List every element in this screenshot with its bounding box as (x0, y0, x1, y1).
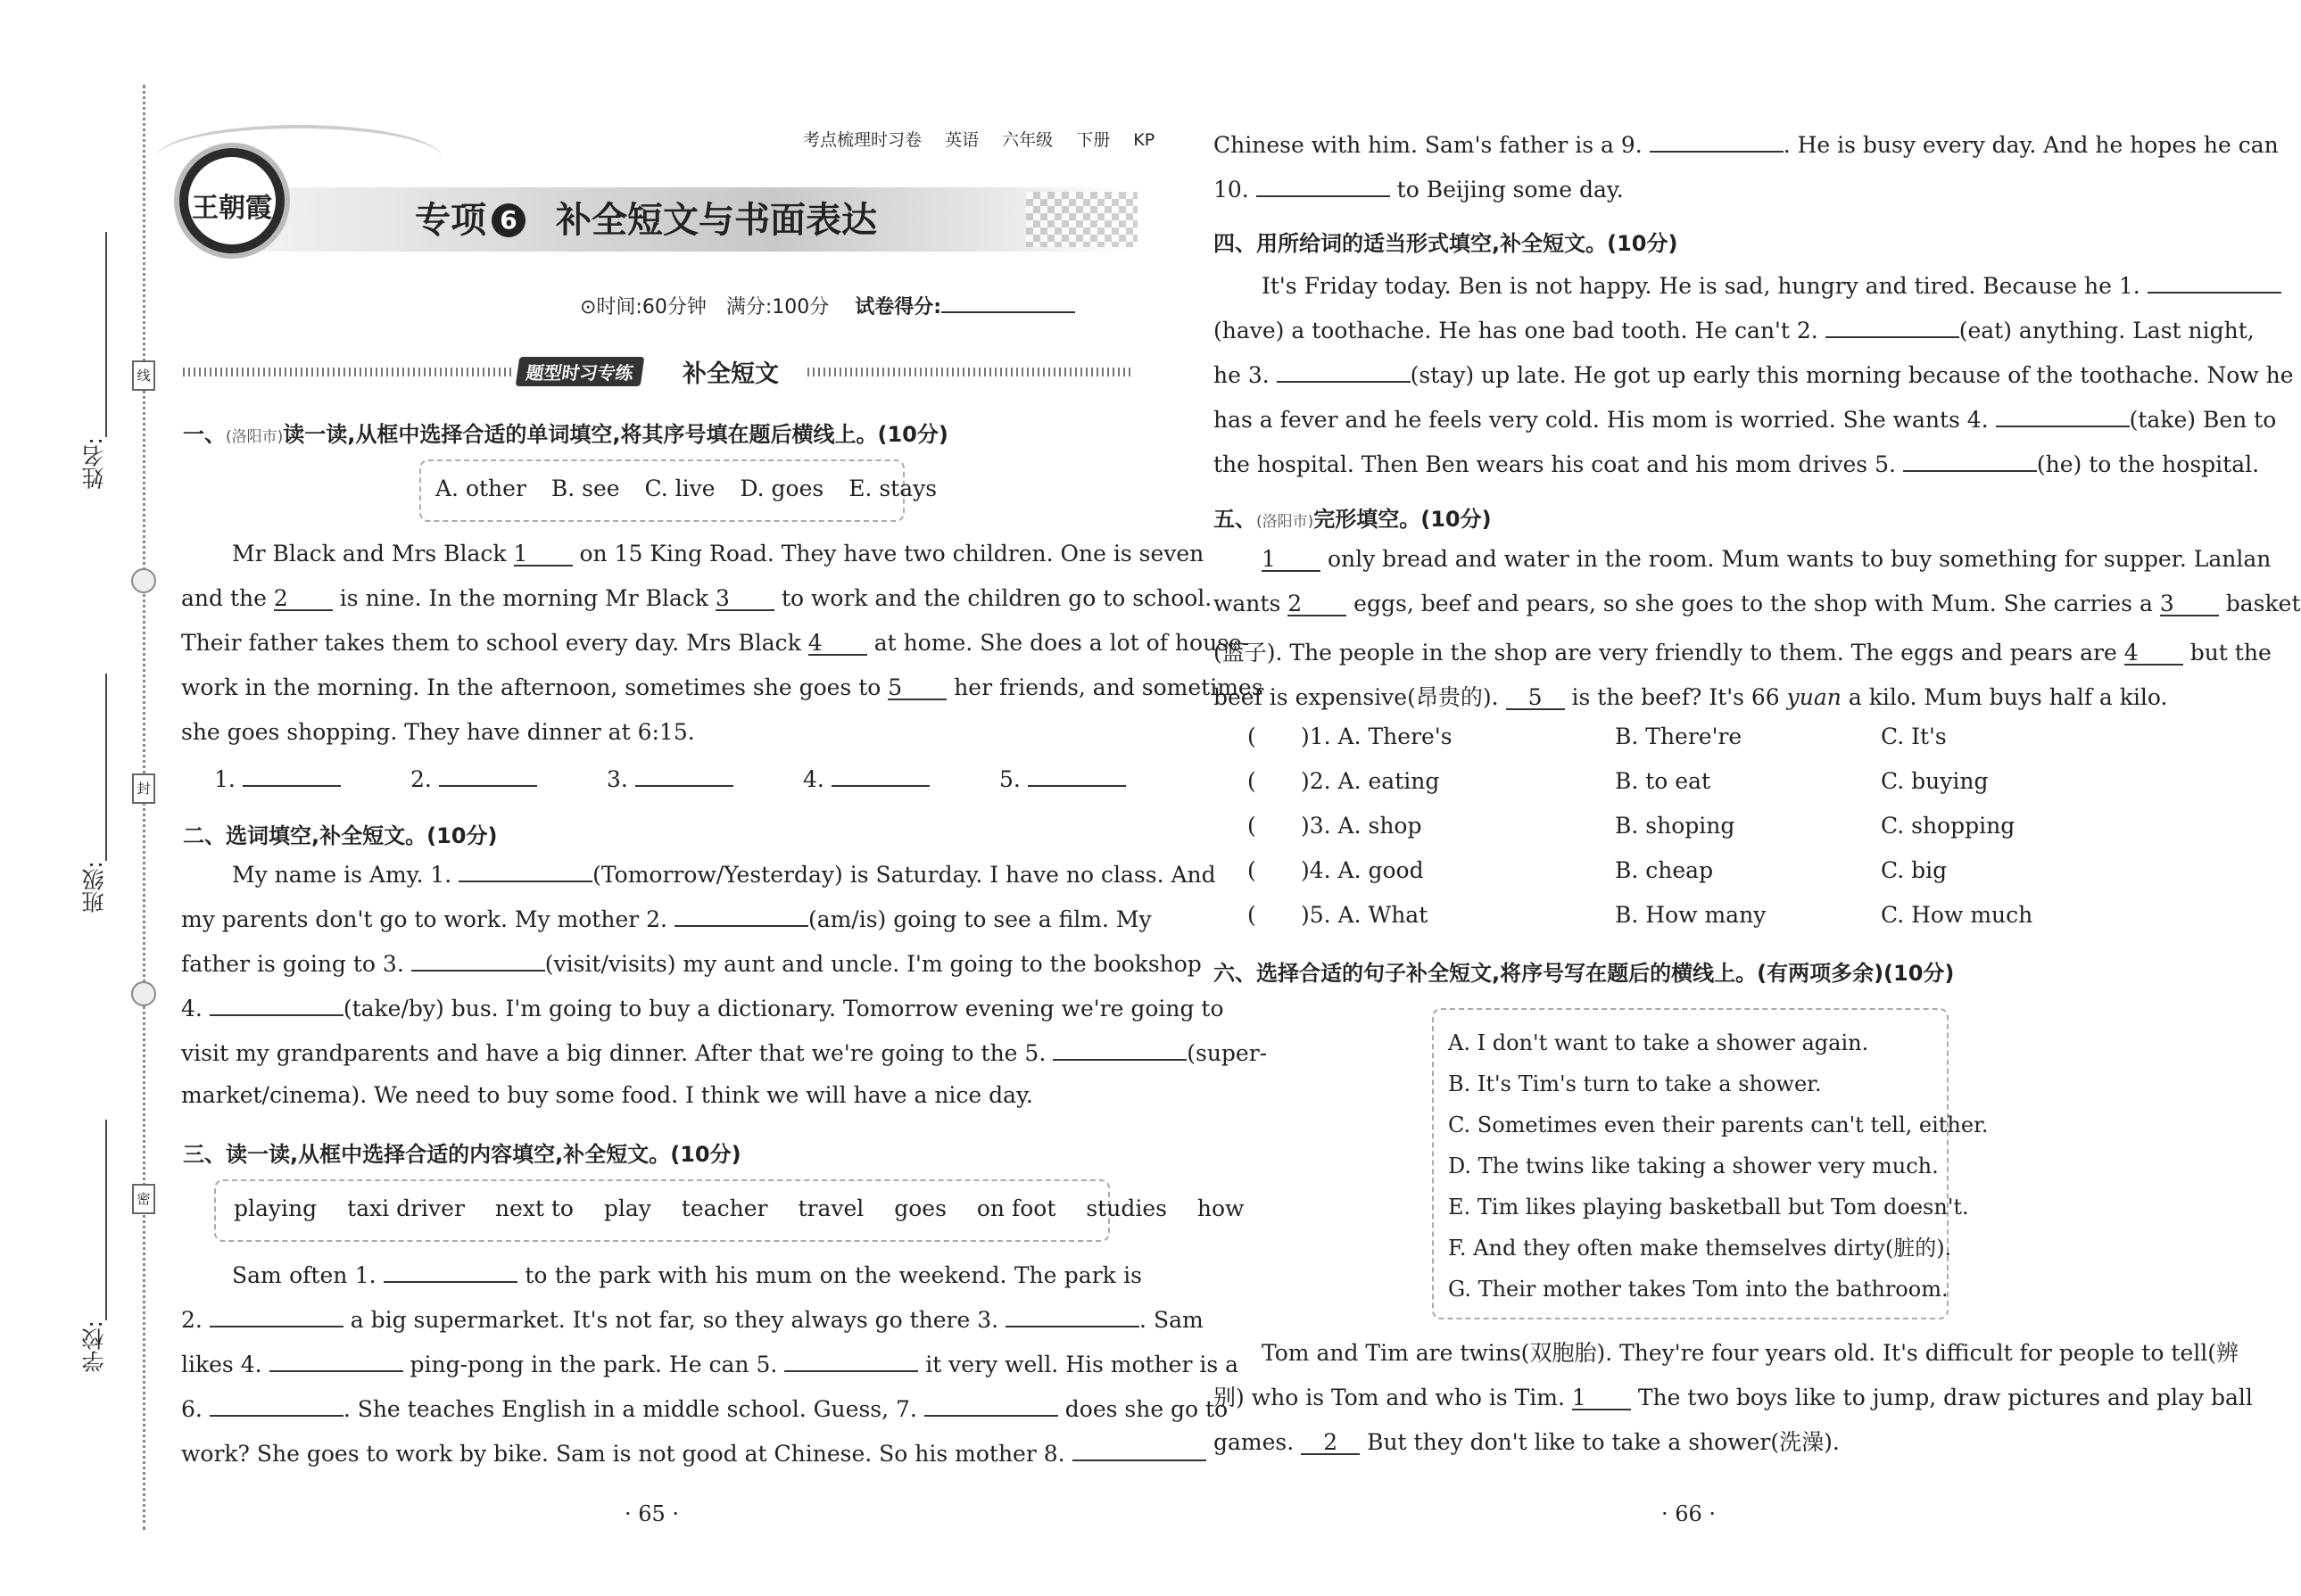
q3-option: goes (894, 1195, 947, 1221)
q4-line-4: has a fever and he feels very cold. His mom is worried. She wants 4. (take) Ben to (1213, 404, 2166, 433)
q1-option: C. live (644, 475, 716, 501)
q3-option: taxi driver (347, 1195, 465, 1221)
time-info: ⊙时间:60分钟 满分:100分 试卷得分: (580, 290, 1075, 319)
q5-choice-c[interactable]: C. It's (1881, 724, 1947, 749)
school-field[interactable] (105, 1120, 107, 1320)
q5-choice-c[interactable]: C. big (1881, 857, 1948, 883)
q6-line-2: 别) who is Tom and who is Tim. 1 The two boys like to jump, draw pictures and play ball (1213, 1385, 2253, 1410)
section-banner-right-dots (807, 368, 1133, 376)
q1-blank-5[interactable]: 5 (888, 676, 947, 700)
q1-blank-1[interactable]: 1 (514, 542, 573, 566)
q3-option: how (1196, 1195, 1245, 1221)
q4-line-1: It's Friday today. Ben is not happy. He is sad, hungry and tired. Because he 1. (1262, 270, 2166, 299)
q5-choice-b[interactable]: B. shoping (1615, 813, 1735, 839)
q1-line-5: she goes shopping. They have dinner at 6:15. (181, 719, 695, 745)
q2-line-4: 4. (take/by) bus. I'm going to buy a dictionary. Tomorrow evening we're going to (181, 993, 1142, 1021)
page-number-left: · 65 · (625, 1501, 680, 1526)
q3-cont-line-1: Chinese with him. Sam's father is a 9. . He is busy every day. And he hopes he can (1213, 129, 2166, 158)
q1-answer-1[interactable] (243, 764, 341, 787)
q3-option: travel (798, 1195, 865, 1221)
q6-sentence-box (1432, 1008, 1989, 1319)
q3-blank-4[interactable] (269, 1349, 403, 1372)
q5-choice-paren[interactable]: ( (1247, 768, 1256, 794)
q5-choice-b[interactable]: B. How many (1615, 902, 1767, 928)
q6-option-b: B. It's Tim's turn to take a shower. (1448, 1071, 1822, 1096)
q6-option-a: A. I don't want to take a shower again. (1448, 1030, 1869, 1055)
q1-option: A. other (435, 475, 526, 501)
q3-blank-2[interactable] (210, 1304, 343, 1327)
q1-line-2: and the 2 is nine. In the morning Mr Black 3 to work and the children go to school. (181, 585, 1213, 611)
q3-option: next to (494, 1195, 574, 1221)
title-number-badge: 6 (492, 203, 526, 237)
q5-line-2: wants 2 eggs, beef and pears, so she goes to the shop with Mum. She carries a 3 basket (1213, 591, 2301, 616)
q3-line-5: work? She goes to work by bike. Sam is not good at Chinese. So his mother 8. (181, 1438, 1142, 1467)
section-title: 补全短文 (683, 360, 779, 388)
binding-mark-xian: 线 (132, 360, 155, 391)
q1-answer-4[interactable] (832, 764, 930, 787)
q5-choice-b[interactable]: B. cheap (1615, 857, 1714, 883)
binding-mark-mi: 密 (132, 1184, 155, 1214)
q5-choice-paren[interactable]: ( (1247, 902, 1256, 928)
title-checker-pattern (1026, 192, 1138, 247)
q5-choice-b[interactable]: B. There're (1615, 724, 1742, 749)
q2-heading: 二、选词填空,补全短文。(10分) (183, 823, 498, 848)
q4-blank-1[interactable] (2148, 270, 2281, 294)
q1-option: D. goes (740, 475, 824, 501)
binding-dotted-line (143, 85, 145, 1530)
binding-mark-feng: 封 (132, 773, 155, 804)
q2-line-3: father is going to 3. (visit/visits) my aunt and uncle. I'm going to the bookshop (181, 948, 1142, 977)
q6-option-f: F. And they often make themselves dirty(脏的). (1448, 1236, 1952, 1261)
q1-line-1: Mr Black and Mrs Black 1 on 15 King Road. They have two children. One is seven (232, 541, 1204, 566)
q1-heading: 一、(洛阳市)读一读,从框中选择合适的单词填空,将其序号填在题后横线上。(10分) (183, 422, 948, 447)
binding-circle-icon (131, 981, 156, 1006)
q1-word-box (419, 459, 938, 522)
q6-option-e: E. Tim likes playing basketball but Tom doesn't. (1448, 1195, 1969, 1220)
q6-option-g: G. Their mother takes Tom into the bathroom. (1448, 1277, 1949, 1302)
q2-blank-5[interactable] (1053, 1038, 1187, 1061)
q1-blank-2[interactable]: 2 (274, 587, 333, 611)
q6-blank-2[interactable]: 2 (1301, 1431, 1360, 1455)
q3-blank-8[interactable] (1072, 1438, 1206, 1461)
q2-line-5: visit my grandparents and have a big dinner. After that we're going to the 5. (super- (181, 1038, 1142, 1066)
q2-line-2: my parents don't go to work. My mother 2. (am/is) going to see a film. My (181, 904, 1142, 932)
logo-badge (174, 143, 290, 259)
q3-line-3: likes 4. ping-pong in the park. He can 5. it very well. His mother is a (181, 1349, 1142, 1377)
class-label: 班级: (81, 861, 107, 914)
score-field[interactable] (941, 290, 1075, 313)
q2-blank-2[interactable] (675, 904, 808, 927)
page-number-right: · 66 · (1661, 1501, 1717, 1526)
q3-heading: 三、读一读,从框中选择合适的内容填空,补全短文。(10分) (183, 1142, 741, 1167)
q3-option: play (603, 1195, 651, 1221)
q2-line-1: My name is Amy. 1. (Tomorrow/Yesterday) is Saturday. I have no class. And (232, 859, 1142, 888)
q4-blank-2[interactable] (1825, 315, 1959, 338)
q3-blank-3[interactable] (1006, 1304, 1139, 1327)
q5-heading: 五、(洛阳市)完形填空。(10分) (1213, 507, 1492, 532)
q4-line-2: (have) a toothache. He has one bad tooth. He can't 2. (eat) anything. Last night, (1213, 315, 2166, 343)
name-label: 姓名: (81, 437, 107, 490)
q2-blank-4[interactable] (210, 993, 343, 1016)
q6-line-1: Tom and Tim are twins(双胞胎). They're four years old. It's difficult for people to tell(辨 (1262, 1340, 2239, 1366)
q4-blank-5[interactable] (1903, 449, 2037, 472)
q5-choice-paren[interactable]: ( (1247, 724, 1256, 749)
q5-choice-c[interactable]: C. shopping (1881, 813, 2015, 839)
q3-blank-10[interactable] (1256, 174, 1390, 197)
q5-choice-c[interactable]: C. How much (1881, 902, 2033, 928)
q1-blank-4[interactable]: 4 (808, 632, 867, 656)
q4-blank-3[interactable] (1277, 360, 1411, 383)
q5-choice-b[interactable]: B. to eat (1615, 768, 1711, 794)
q5-line-1: 1 only bread and water in the room. Mum wants to buy something for supper. Lanlan (1262, 546, 2272, 572)
q3-line-2: 2. a big supermarket. It's not far, so they always go there 3. . Sam (181, 1304, 1142, 1333)
q5-blank-5[interactable]: 5 (1506, 686, 1565, 710)
q5-line-4: beef is expensive(昂贵的). 5 is the beef? It's 66 yuan a kilo. Mum buys half a kilo. (1213, 684, 2168, 710)
q2-blank-1[interactable] (459, 859, 592, 882)
section-tag: 题型时习专练 (516, 357, 645, 386)
q6-blank-1[interactable]: 1 (1572, 1386, 1631, 1410)
name-field[interactable] (105, 232, 107, 437)
q5-blank-3[interactable]: 3 (2160, 592, 2219, 616)
class-field[interactable] (105, 674, 107, 861)
q3-blank-9[interactable] (1650, 129, 1784, 153)
q3-blank-6[interactable] (210, 1393, 343, 1417)
q5-line-3: (篮子). The people in the shop are very friendly to them. The eggs and pears are 4 but the (1213, 640, 2272, 666)
q4-line-3: he 3. (stay) up late. He got up early this morning because of the toothache. Now he (1213, 360, 2166, 388)
q3-blank-5[interactable] (784, 1349, 918, 1372)
series-info: 考点梳理时习卷 英语 六年级 下册 KP (803, 130, 1155, 150)
q1-answer-2[interactable] (439, 764, 537, 787)
school-label: 学校: (81, 1320, 107, 1373)
binding-circle-icon (131, 568, 156, 593)
q4-heading: 四、用所给词的适当形式填空,补全短文。(10分) (1213, 231, 1678, 256)
q3-option: teacher (681, 1195, 768, 1221)
q1-blank-3[interactable]: 3 (716, 587, 774, 611)
q3-cont-line-2: 10. to Beijing some day. (1213, 174, 1624, 203)
q4-line-5: the hospital. Then Ben wears his coat and his mom drives 5. (he) to the hospital. (1213, 449, 2259, 477)
q1-option: E. stays (848, 475, 938, 501)
q1-line-3: Their father takes them to school every day. Mrs Black 4 at home. She does a lot of house- (181, 630, 1250, 656)
q3-blank-1[interactable] (384, 1260, 517, 1283)
q3-word-box (214, 1179, 1245, 1242)
q1-line-4: work in the morning. In the afternoon, sometimes she goes to 5 her friends, and sometimes (181, 674, 1263, 700)
q6-line-3: games. 2 But they don't like to take a shower(洗澡). (1213, 1429, 1840, 1455)
q5-choice-paren[interactable]: ( (1247, 813, 1256, 839)
q1-answer-3[interactable] (635, 764, 733, 787)
q4-blank-4[interactable] (1996, 404, 2130, 427)
q5-blank-1[interactable]: 1 (1262, 548, 1320, 572)
logo-text: 王朝霞 (192, 193, 272, 224)
q6-heading: 六、选择合适的句子补全短文,将序号写在题后的横线上。(有两项多余)(10分) (1213, 961, 1955, 986)
q6-option-c: C. Sometimes even their parents can't tell, either. (1448, 1112, 1989, 1137)
q2-blank-3[interactable] (411, 948, 545, 972)
q3-option: on foot (976, 1195, 1056, 1221)
q3-line-1: Sam often 1. to the park with his mum on the weekend. The park is (232, 1260, 1142, 1288)
section-banner-left-dots (183, 368, 513, 376)
q2-line-6: market/cinema). We need to buy some food. I think we will have a nice day. (181, 1082, 1033, 1108)
q5-blank-2[interactable]: 2 (1287, 592, 1346, 616)
q1-option: B. see (550, 475, 620, 501)
q3-line-4: 6. . She teaches English in a middle school. Guess, 7. does she go to (181, 1393, 1142, 1422)
q5-blank-4[interactable]: 4 (2124, 641, 2183, 666)
q3-option: studies (1086, 1195, 1167, 1221)
q5-choice-c[interactable]: C. buying (1881, 768, 1989, 794)
q1-answer-5[interactable] (1028, 764, 1126, 787)
q5-choice-paren[interactable]: ( (1247, 857, 1256, 883)
q6-option-d: D. The twins like taking a shower very much. (1448, 1154, 1939, 1178)
page-title: 专项 6 补全短文与书面表达 (415, 200, 877, 241)
q3-blank-7[interactable] (924, 1393, 1058, 1417)
q3-option: playing (234, 1195, 318, 1221)
